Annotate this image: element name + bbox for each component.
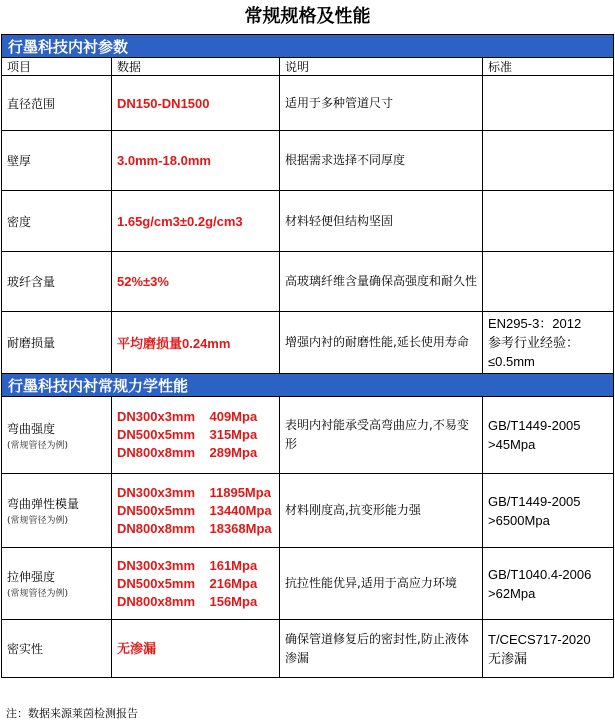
- description-cell: 适用于多种管道尺寸: [280, 76, 483, 131]
- value-cell: DN150-DN1500: [112, 76, 280, 131]
- standard-cell: [483, 620, 614, 678]
- table-header-row: [2, 58, 614, 76]
- value-cell: [112, 397, 280, 474]
- standard-line: T/CECS717-2020: [488, 631, 591, 647]
- standard-cell: [483, 474, 614, 548]
- description-cell: 材料刚度高,抗变形能力强: [280, 474, 483, 548]
- value-cell: 平均磨损量0.24mm: [112, 312, 280, 374]
- table-row: [2, 131, 614, 191]
- table-row: [2, 548, 614, 620]
- value-line: DN800x8mm 156Mpa: [117, 593, 258, 609]
- table-row: [2, 191, 614, 252]
- item-cell: 玻纤含量: [2, 252, 112, 312]
- column-header: 项目: [2, 58, 112, 76]
- table-row: [2, 76, 614, 131]
- value-line: DN300x3mm 11895Mpa: [117, 484, 271, 500]
- value-line: DN500x5mm 13440Mpa: [117, 502, 272, 518]
- footnote: 注：数据来源莱茵检测报告: [6, 707, 138, 720]
- description-cell: 高玻璃纤维含量确保高强度和耐久性: [280, 252, 483, 312]
- standard-cell: [483, 548, 614, 620]
- section-header-params: [2, 35, 614, 58]
- item-cell: [2, 620, 112, 678]
- item-label: 弯曲弹性模量: [7, 497, 80, 511]
- item-cell: 耐磨损量: [2, 312, 112, 374]
- standard-cell: [483, 312, 614, 374]
- standard-line: 无渗漏: [488, 650, 528, 666]
- item-cell: [2, 397, 112, 474]
- standard-line: >6500Mpa: [488, 512, 550, 528]
- table-row: [2, 252, 614, 312]
- description-cell: 确保管道修复后的密封性,防止液体渗漏: [280, 620, 483, 678]
- value-line: DN300x3mm 409Mpa: [117, 409, 258, 424]
- value-line: DN500x5mm 315Mpa: [117, 427, 258, 442]
- value-cell: 52%±3%: [112, 252, 280, 312]
- item-note: (常规管径为例): [7, 440, 69, 451]
- item-label: 密实性: [7, 642, 44, 656]
- standard-line: GB/T1040.4-2006: [488, 566, 592, 582]
- item-cell: 壁厚: [2, 131, 112, 191]
- value-line: DN800x8mm 289Mpa: [117, 445, 258, 460]
- column-header: 标准: [483, 58, 614, 76]
- value-cell: [112, 548, 280, 620]
- description-cell: 增强内衬的耐磨性能,延长使用寿命: [280, 312, 483, 374]
- item-label: 拉伸强度: [7, 570, 56, 584]
- column-header: 数据: [112, 58, 280, 76]
- standard-cell: [483, 76, 614, 131]
- table-row: [2, 474, 614, 548]
- standard-cell: [483, 191, 614, 252]
- value-cell: 3.0mm-18.0mm: [112, 131, 280, 191]
- standard-cell: [483, 252, 614, 312]
- value-line: DN800x8mm 18368Mpa: [117, 520, 272, 536]
- item-note: (常规管径为例): [7, 516, 69, 526]
- standard-cell: [483, 397, 614, 474]
- standard-line: GB/T1449-2005: [488, 418, 581, 433]
- description-cell: 表明内衬能承受高弯曲应力,不易变形: [280, 397, 483, 474]
- standard-line: GB/T1449-2005: [488, 493, 581, 509]
- value-line: 无渗漏: [117, 640, 157, 656]
- description-cell: 抗拉性能优异,适用于高应力环境: [280, 548, 483, 620]
- table-row: [2, 312, 614, 374]
- item-cell: [2, 474, 112, 548]
- standard-line: >45Mpa: [488, 437, 536, 452]
- item-cell: 密度: [2, 191, 112, 252]
- item-label: 弯曲强度: [7, 421, 56, 436]
- description-cell: 根据需求选择不同厚度: [280, 131, 483, 191]
- value-cell: [112, 474, 280, 548]
- description-cell: 材料轻便但结构坚固: [280, 191, 483, 252]
- standard-line: EN295-3：2012: [488, 316, 582, 331]
- standard-line: ≤0.5mm: [488, 354, 535, 369]
- standard-line: >62Mpa: [488, 585, 536, 601]
- section-title: 行墨科技内衬常规力学性能: [2, 374, 614, 397]
- section-title: 行墨科技内衬参数: [2, 35, 614, 58]
- value-cell: [112, 620, 280, 678]
- value-cell: 1.65g/cm3±0.2g/cm3: [112, 191, 280, 252]
- standard-line: 参考行业经验：: [488, 335, 580, 350]
- column-header: 说明: [280, 58, 483, 76]
- standard-cell: [483, 131, 614, 191]
- item-cell: [2, 548, 112, 620]
- spec-table: [1, 34, 614, 678]
- section-header-mechanical: [2, 374, 614, 397]
- item-note: (常规管径为例): [7, 589, 69, 599]
- item-cell: 直径范围: [2, 76, 112, 131]
- value-line: DN300x3mm 161Mpa: [117, 557, 258, 573]
- table-row: [2, 397, 614, 474]
- page-title: 常规规格及性能: [244, 6, 371, 27]
- value-line: DN500x5mm 216Mpa: [117, 575, 258, 591]
- table-row: [2, 620, 614, 678]
